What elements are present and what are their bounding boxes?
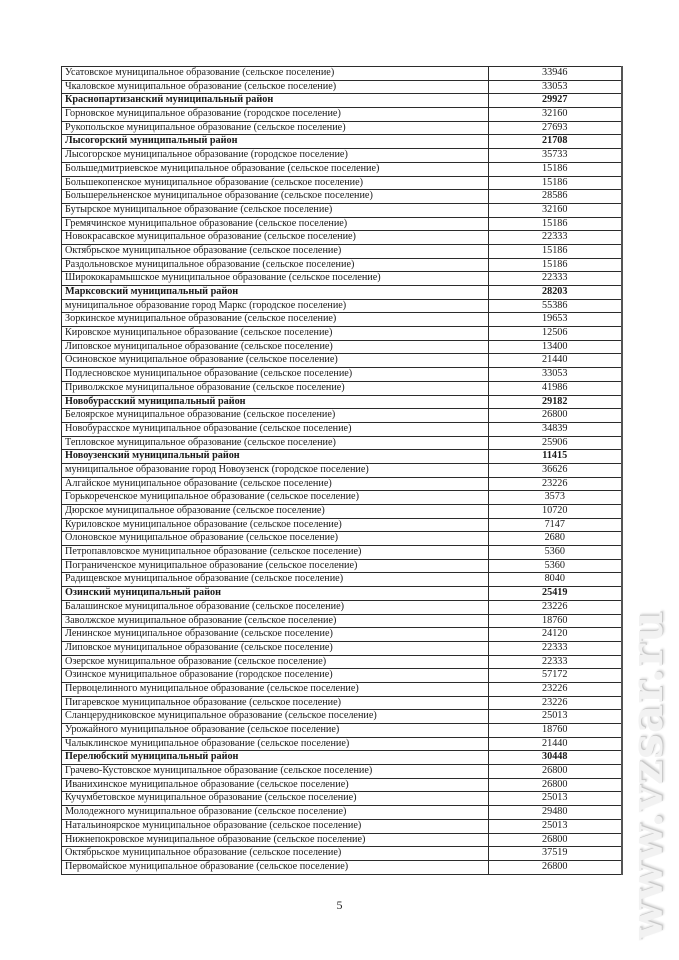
value-cell: 18760	[489, 614, 622, 628]
municipality-name-cell: Петропавловское муниципальное образование (сельское поселение)	[62, 546, 489, 560]
table-row	[62, 176, 622, 190]
table-row	[62, 217, 622, 231]
value-cell: 23226	[489, 696, 622, 710]
value-cell: 25419	[489, 587, 622, 601]
table-row	[62, 368, 622, 382]
table-row	[62, 600, 622, 614]
table-row	[62, 149, 622, 163]
municipality-name-cell: Большекопенское муниципальное образование (сельское поселение)	[62, 176, 489, 190]
value-cell: 27693	[489, 121, 622, 135]
table-row	[62, 231, 622, 245]
table-row	[62, 491, 622, 505]
value-cell: 15186	[489, 162, 622, 176]
value-cell: 26800	[489, 765, 622, 779]
value-cell: 28203	[489, 286, 622, 300]
municipality-name-cell: Озинское муниципальное образование (городское поселение)	[62, 669, 489, 683]
municipality-name-cell: Гремячинское муниципальное образование (сельское поселение)	[62, 217, 489, 231]
value-cell: 35733	[489, 149, 622, 163]
municipality-name-cell: Радищевское муниципальное образование (сельское поселение)	[62, 573, 489, 587]
municipality-name-cell: Новокрасавское муниципальное образование (сельское поселение)	[62, 231, 489, 245]
value-cell: 37519	[489, 847, 622, 861]
value-cell: 26800	[489, 860, 622, 874]
table-row	[62, 422, 622, 436]
value-cell: 29480	[489, 806, 622, 820]
table-row	[62, 327, 622, 341]
value-cell: 28586	[489, 190, 622, 204]
municipality-name-cell: Алгайское муниципальное образование (сельское поселение)	[62, 477, 489, 491]
municipality-name-cell: Октябрьское муниципальное образование (сельское поселение)	[62, 244, 489, 258]
table-row	[62, 299, 622, 313]
municipality-name-cell: Рукопольское муниципальное образование (сельское поселение)	[62, 121, 489, 135]
table-row	[62, 819, 622, 833]
municipality-name-cell: Кировское муниципальное образование (сельское поселение)	[62, 327, 489, 341]
table-row	[62, 792, 622, 806]
value-cell: 32160	[489, 108, 622, 122]
table-row	[62, 162, 622, 176]
table-row	[62, 203, 622, 217]
municipality-name-cell: Чалыклинское муниципальное образование (сельское поселение)	[62, 737, 489, 751]
table-row	[62, 614, 622, 628]
municipality-name-cell: Липовское муниципальное образование (сельское поселение)	[62, 340, 489, 354]
value-cell: 26800	[489, 409, 622, 423]
value-cell: 8040	[489, 573, 622, 587]
table-row	[62, 710, 622, 724]
municipality-name-cell: Осиновское муниципальное образование (сельское поселение)	[62, 354, 489, 368]
table-row	[62, 121, 622, 135]
value-cell: 23226	[489, 682, 622, 696]
municipality-name-cell: Бутырское муниципальное образование (сельское поселение)	[62, 203, 489, 217]
table-row	[62, 628, 622, 642]
municipality-name-cell: Первомайское муниципальное образование (сельское поселение)	[62, 860, 489, 874]
district-name-cell: Новобурасский муниципальный район	[62, 395, 489, 409]
table-row	[62, 409, 622, 423]
table-row	[62, 244, 622, 258]
table-row	[62, 546, 622, 560]
table-row	[62, 313, 622, 327]
district-row	[62, 751, 622, 765]
municipality-name-cell: Подлесновское муниципальное образование (сельское поселение)	[62, 368, 489, 382]
table-row	[62, 272, 622, 286]
value-cell: 15186	[489, 258, 622, 272]
municipality-name-cell: Приволжское муниципальное образование (сельское поселение)	[62, 381, 489, 395]
table-row	[62, 463, 622, 477]
municipality-name-cell: Горновское муниципальное образование (городское поселение)	[62, 108, 489, 122]
value-cell: 15186	[489, 217, 622, 231]
table-row	[62, 518, 622, 532]
table-row	[62, 669, 622, 683]
value-cell: 23226	[489, 600, 622, 614]
table-row	[62, 573, 622, 587]
municipality-name-cell: Раздольновское муниципальное образование (сельское поселение)	[62, 258, 489, 272]
municipality-name-cell: Натальиноярское муниципальное образование (сельское поселение)	[62, 819, 489, 833]
municipality-name-cell: Первоцелинного муниципальное образование (сельское поселение)	[62, 682, 489, 696]
district-name-cell: Новоузенский муниципальный район	[62, 450, 489, 464]
value-cell: 12506	[489, 327, 622, 341]
value-cell: 29927	[489, 94, 622, 108]
municipality-name-cell: Ширококарамышское муниципальное образование (сельское поселение)	[62, 272, 489, 286]
value-cell: 36626	[489, 463, 622, 477]
municipality-name-cell: Белоярское муниципальное образование (сельское поселение)	[62, 409, 489, 423]
value-cell: 24120	[489, 628, 622, 642]
municipality-name-cell: Липовское муниципальное образование (сельское поселение)	[62, 641, 489, 655]
value-cell: 25013	[489, 710, 622, 724]
value-cell: 19653	[489, 313, 622, 327]
value-cell: 55386	[489, 299, 622, 313]
value-cell: 29182	[489, 395, 622, 409]
table-row	[62, 696, 622, 710]
municipality-name-cell: Усатовское муниципальное образование (сельское поселение)	[62, 67, 489, 81]
page-number: 5	[336, 898, 343, 912]
table-row	[62, 737, 622, 751]
value-cell: 26800	[489, 833, 622, 847]
value-cell: 33053	[489, 80, 622, 94]
value-cell: 2680	[489, 532, 622, 546]
value-cell: 13400	[489, 340, 622, 354]
value-cell: 5360	[489, 559, 622, 573]
value-cell: 21708	[489, 135, 622, 149]
municipality-name-cell: Балашинское муниципальное образование (сельское поселение)	[62, 600, 489, 614]
municipality-name-cell: Иванихинское муниципальное образование (сельское поселение)	[62, 778, 489, 792]
value-cell: 22333	[489, 641, 622, 655]
district-name-cell: Краснопартизанский муниципальный район	[62, 94, 489, 108]
municipality-name-cell: Олоновское муниципальное образование (сельское поселение)	[62, 532, 489, 546]
value-cell: 21440	[489, 354, 622, 368]
municipality-name-cell: Октябрьское муниципальное образование (сельское поселение)	[62, 847, 489, 861]
district-name-cell: Марксовский муниципальный район	[62, 286, 489, 300]
value-cell: 34839	[489, 422, 622, 436]
value-cell: 15186	[489, 244, 622, 258]
table-row	[62, 682, 622, 696]
municipality-name-cell: Новобурасское муниципальное образование (сельское поселение)	[62, 422, 489, 436]
value-cell: 33946	[489, 67, 622, 81]
value-cell: 22333	[489, 655, 622, 669]
district-row	[62, 587, 622, 601]
municipality-name-cell: Урожайного муниципальное образование (сельское поселение)	[62, 724, 489, 738]
municipality-name-cell: Ленинское муниципальное образование (сельское поселение)	[62, 628, 489, 642]
table-row	[62, 655, 622, 669]
municipality-name-cell: Нижнепокровское муниципальное образование (сельское поселение)	[62, 833, 489, 847]
value-cell: 22333	[489, 272, 622, 286]
value-cell: 11415	[489, 450, 622, 464]
table-row	[62, 860, 622, 874]
table-row	[62, 477, 622, 491]
municipality-name-cell: Озерское муниципальное образование (сельское поселение)	[62, 655, 489, 669]
table-row	[62, 847, 622, 861]
district-row	[62, 450, 622, 464]
value-cell: 41986	[489, 381, 622, 395]
municipality-name-cell: Куриловское муниципальное образование (сельское поселение)	[62, 518, 489, 532]
table-row	[62, 765, 622, 779]
value-cell: 10720	[489, 505, 622, 519]
table-row	[62, 505, 622, 519]
municipality-name-cell: Кучумбетовское муниципальное образование (сельское поселение)	[62, 792, 489, 806]
municipality-name-cell: муниципальное образование город Новоузенск (городское поселение)	[62, 463, 489, 477]
municipality-name-cell: Пигаревское муниципальное образование (сельское поселение)	[62, 696, 489, 710]
value-cell: 5360	[489, 546, 622, 560]
value-cell: 32160	[489, 203, 622, 217]
table-row	[62, 381, 622, 395]
district-row	[62, 94, 622, 108]
municipality-name-cell: Заволжское муниципальное образование (сельское поселение)	[62, 614, 489, 628]
table-row	[62, 641, 622, 655]
table-row	[62, 436, 622, 450]
value-cell: 30448	[489, 751, 622, 765]
table-row	[62, 67, 622, 81]
value-cell: 25013	[489, 819, 622, 833]
value-cell: 25013	[489, 792, 622, 806]
value-cell: 26800	[489, 778, 622, 792]
district-name-cell: Озинский муниципальный район	[62, 587, 489, 601]
value-cell: 3573	[489, 491, 622, 505]
value-cell: 22333	[489, 231, 622, 245]
municipality-name-cell: Лысогорское муниципальное образование (городское поселение)	[62, 149, 489, 163]
value-cell: 7147	[489, 518, 622, 532]
municipality-name-cell: Дюрское муниципальное образование (сельское поселение)	[62, 505, 489, 519]
municipality-name-cell: Большедмитриевское муниципальное образование (сельское поселение)	[62, 162, 489, 176]
district-name-cell: Перелюбский муниципальный район	[62, 751, 489, 765]
table-row	[62, 532, 622, 546]
value-cell: 25906	[489, 436, 622, 450]
table-row	[62, 724, 622, 738]
table-body	[62, 67, 622, 875]
table-row	[62, 340, 622, 354]
value-cell: 33053	[489, 368, 622, 382]
municipality-name-cell: Зоркинское муниципальное образование (сельское поселение)	[62, 313, 489, 327]
table-row	[62, 833, 622, 847]
district-row	[62, 286, 622, 300]
municipality-name-cell: Горькореченское муниципальное образование (сельское поселение)	[62, 491, 489, 505]
value-cell: 18760	[489, 724, 622, 738]
value-cell: 21440	[489, 737, 622, 751]
municipality-name-cell: Сланцерудниковское муниципальное образование (сельское поселение)	[62, 710, 489, 724]
table-row	[62, 190, 622, 204]
district-row	[62, 135, 622, 149]
watermark-text: www.vzsar.ru	[622, 610, 673, 940]
district-name-cell: Лысогорский муниципальный район	[62, 135, 489, 149]
municipality-name-cell: Молодежного муниципальное образование (сельское поселение)	[62, 806, 489, 820]
table-row	[62, 559, 622, 573]
table-row	[62, 354, 622, 368]
municipality-name-cell: Грачево-Кустовское муниципальное образование (сельское поселение)	[62, 765, 489, 779]
municipality-name-cell: Тепловское муниципальное образование (сельское поселение)	[62, 436, 489, 450]
table-row	[62, 108, 622, 122]
table-row	[62, 258, 622, 272]
value-cell: 57172	[489, 669, 622, 683]
table-row	[62, 778, 622, 792]
table-row	[62, 80, 622, 94]
table-row	[62, 806, 622, 820]
district-row	[62, 395, 622, 409]
value-cell: 15186	[489, 176, 622, 190]
municipality-name-cell: муниципальное образование город Маркс (городское поселение)	[62, 299, 489, 313]
municipality-name-cell: Большерельненское муниципальное образование (сельское поселение)	[62, 190, 489, 204]
municipality-name-cell: Чкаловское муниципальное образование (сельское поселение)	[62, 80, 489, 94]
value-cell: 23226	[489, 477, 622, 491]
municipal-values-table	[61, 66, 623, 875]
municipality-name-cell: Пограниченское муниципальное образование (сельское поселение)	[62, 559, 489, 573]
